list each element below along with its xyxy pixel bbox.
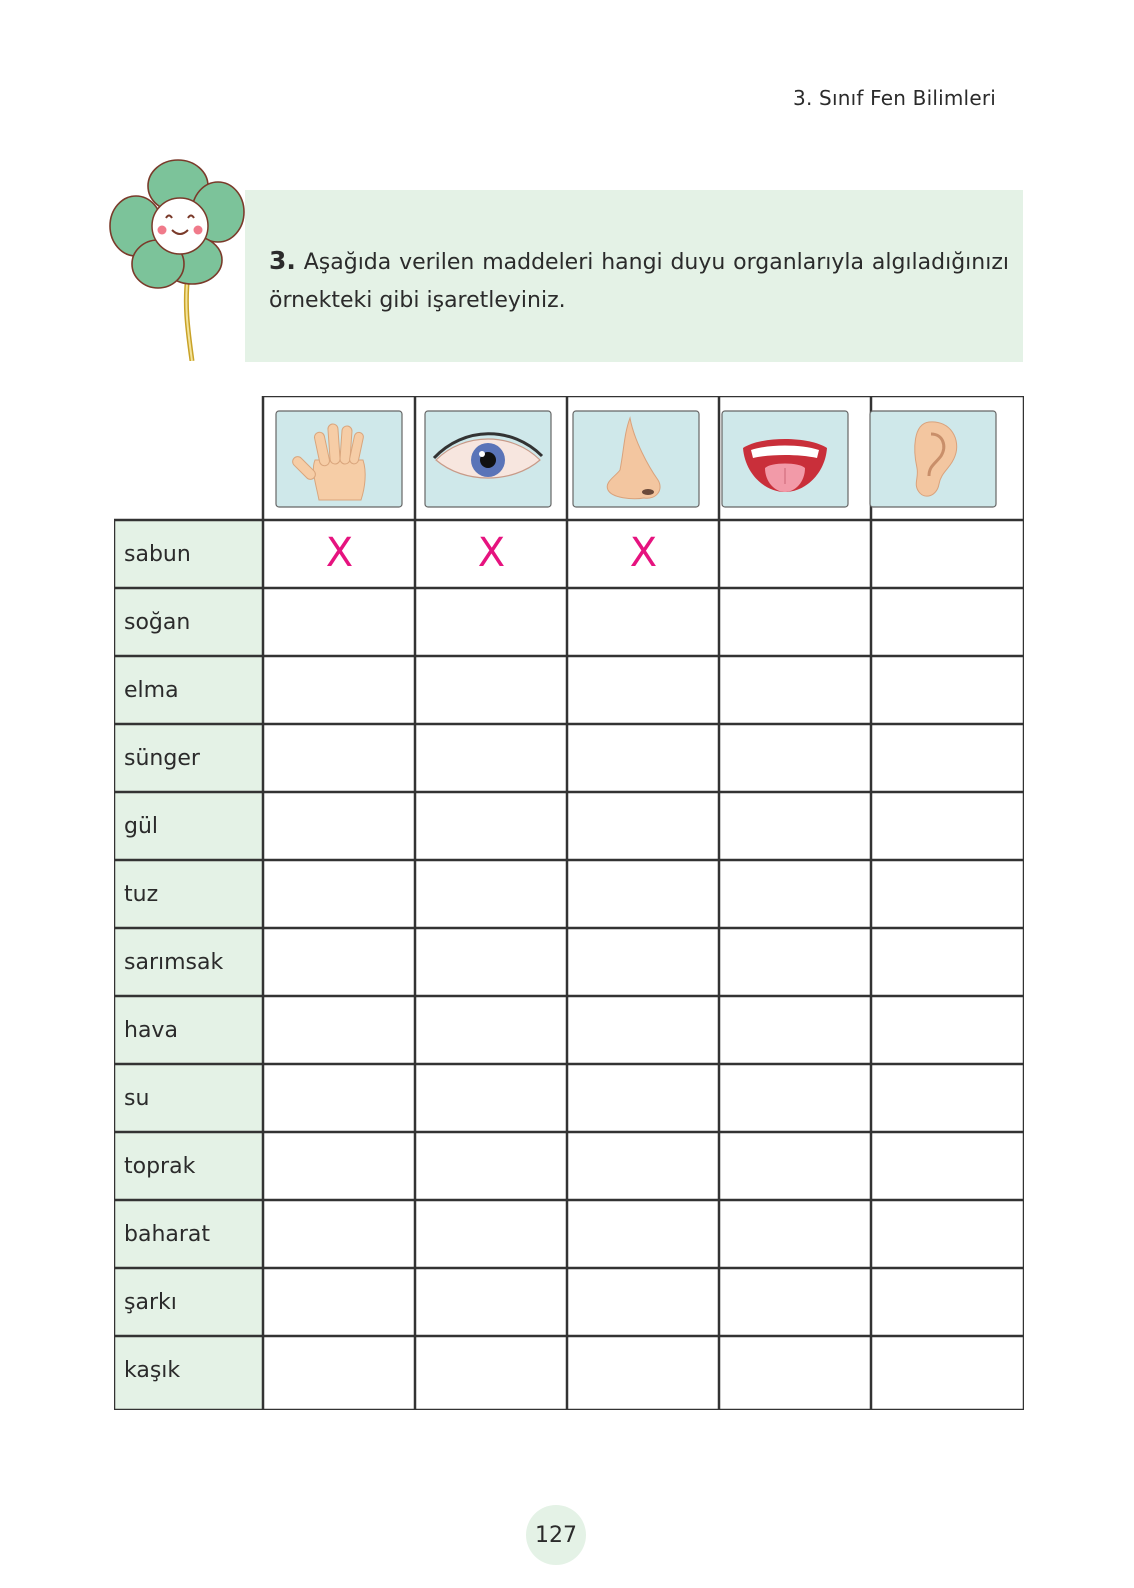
question-text: Aşağıda verilen maddeleri hangi duyu organlarıyla algıladığınızı örnekteki gibi işaretleyiniz. (269, 250, 1009, 313)
mark-sabun-eye: X (477, 530, 506, 576)
hand-icon (275, 410, 403, 512)
row-label-sabun: sabun (124, 541, 191, 567)
row-label-tuz: tuz (124, 881, 159, 907)
mark-sabun-nose: X (629, 530, 658, 576)
nose-icon (572, 410, 700, 512)
row-label-toprak: toprak (124, 1153, 196, 1179)
page-header-title: 3. Sınıf Fen Bilimleri (793, 86, 996, 110)
row-label-su: su (124, 1085, 150, 1111)
question-number: 3. (269, 246, 296, 275)
instruction-box (245, 190, 1023, 362)
instruction-text (269, 242, 1009, 320)
page-number: 127 (526, 1505, 586, 1565)
row-label-sarimsak: sarımsak (124, 949, 224, 975)
flower-icon (108, 156, 248, 365)
row-label-sarki: şarkı (124, 1289, 177, 1315)
row-label-sogan: soğan (124, 609, 191, 635)
senses-table (114, 396, 1024, 1410)
row-label-elma: elma (124, 677, 179, 703)
eye-icon (424, 410, 552, 512)
row-label-gul: gül (124, 813, 159, 839)
row-label-sunger: sünger (124, 745, 200, 771)
mouth-tongue-icon (721, 410, 849, 512)
row-label-kasik: kaşık (124, 1357, 181, 1383)
ear-icon (869, 410, 997, 512)
row-label-hava: hava (124, 1017, 178, 1043)
mark-sabun-hand: X (325, 530, 354, 576)
row-label-baharat: baharat (124, 1221, 211, 1247)
